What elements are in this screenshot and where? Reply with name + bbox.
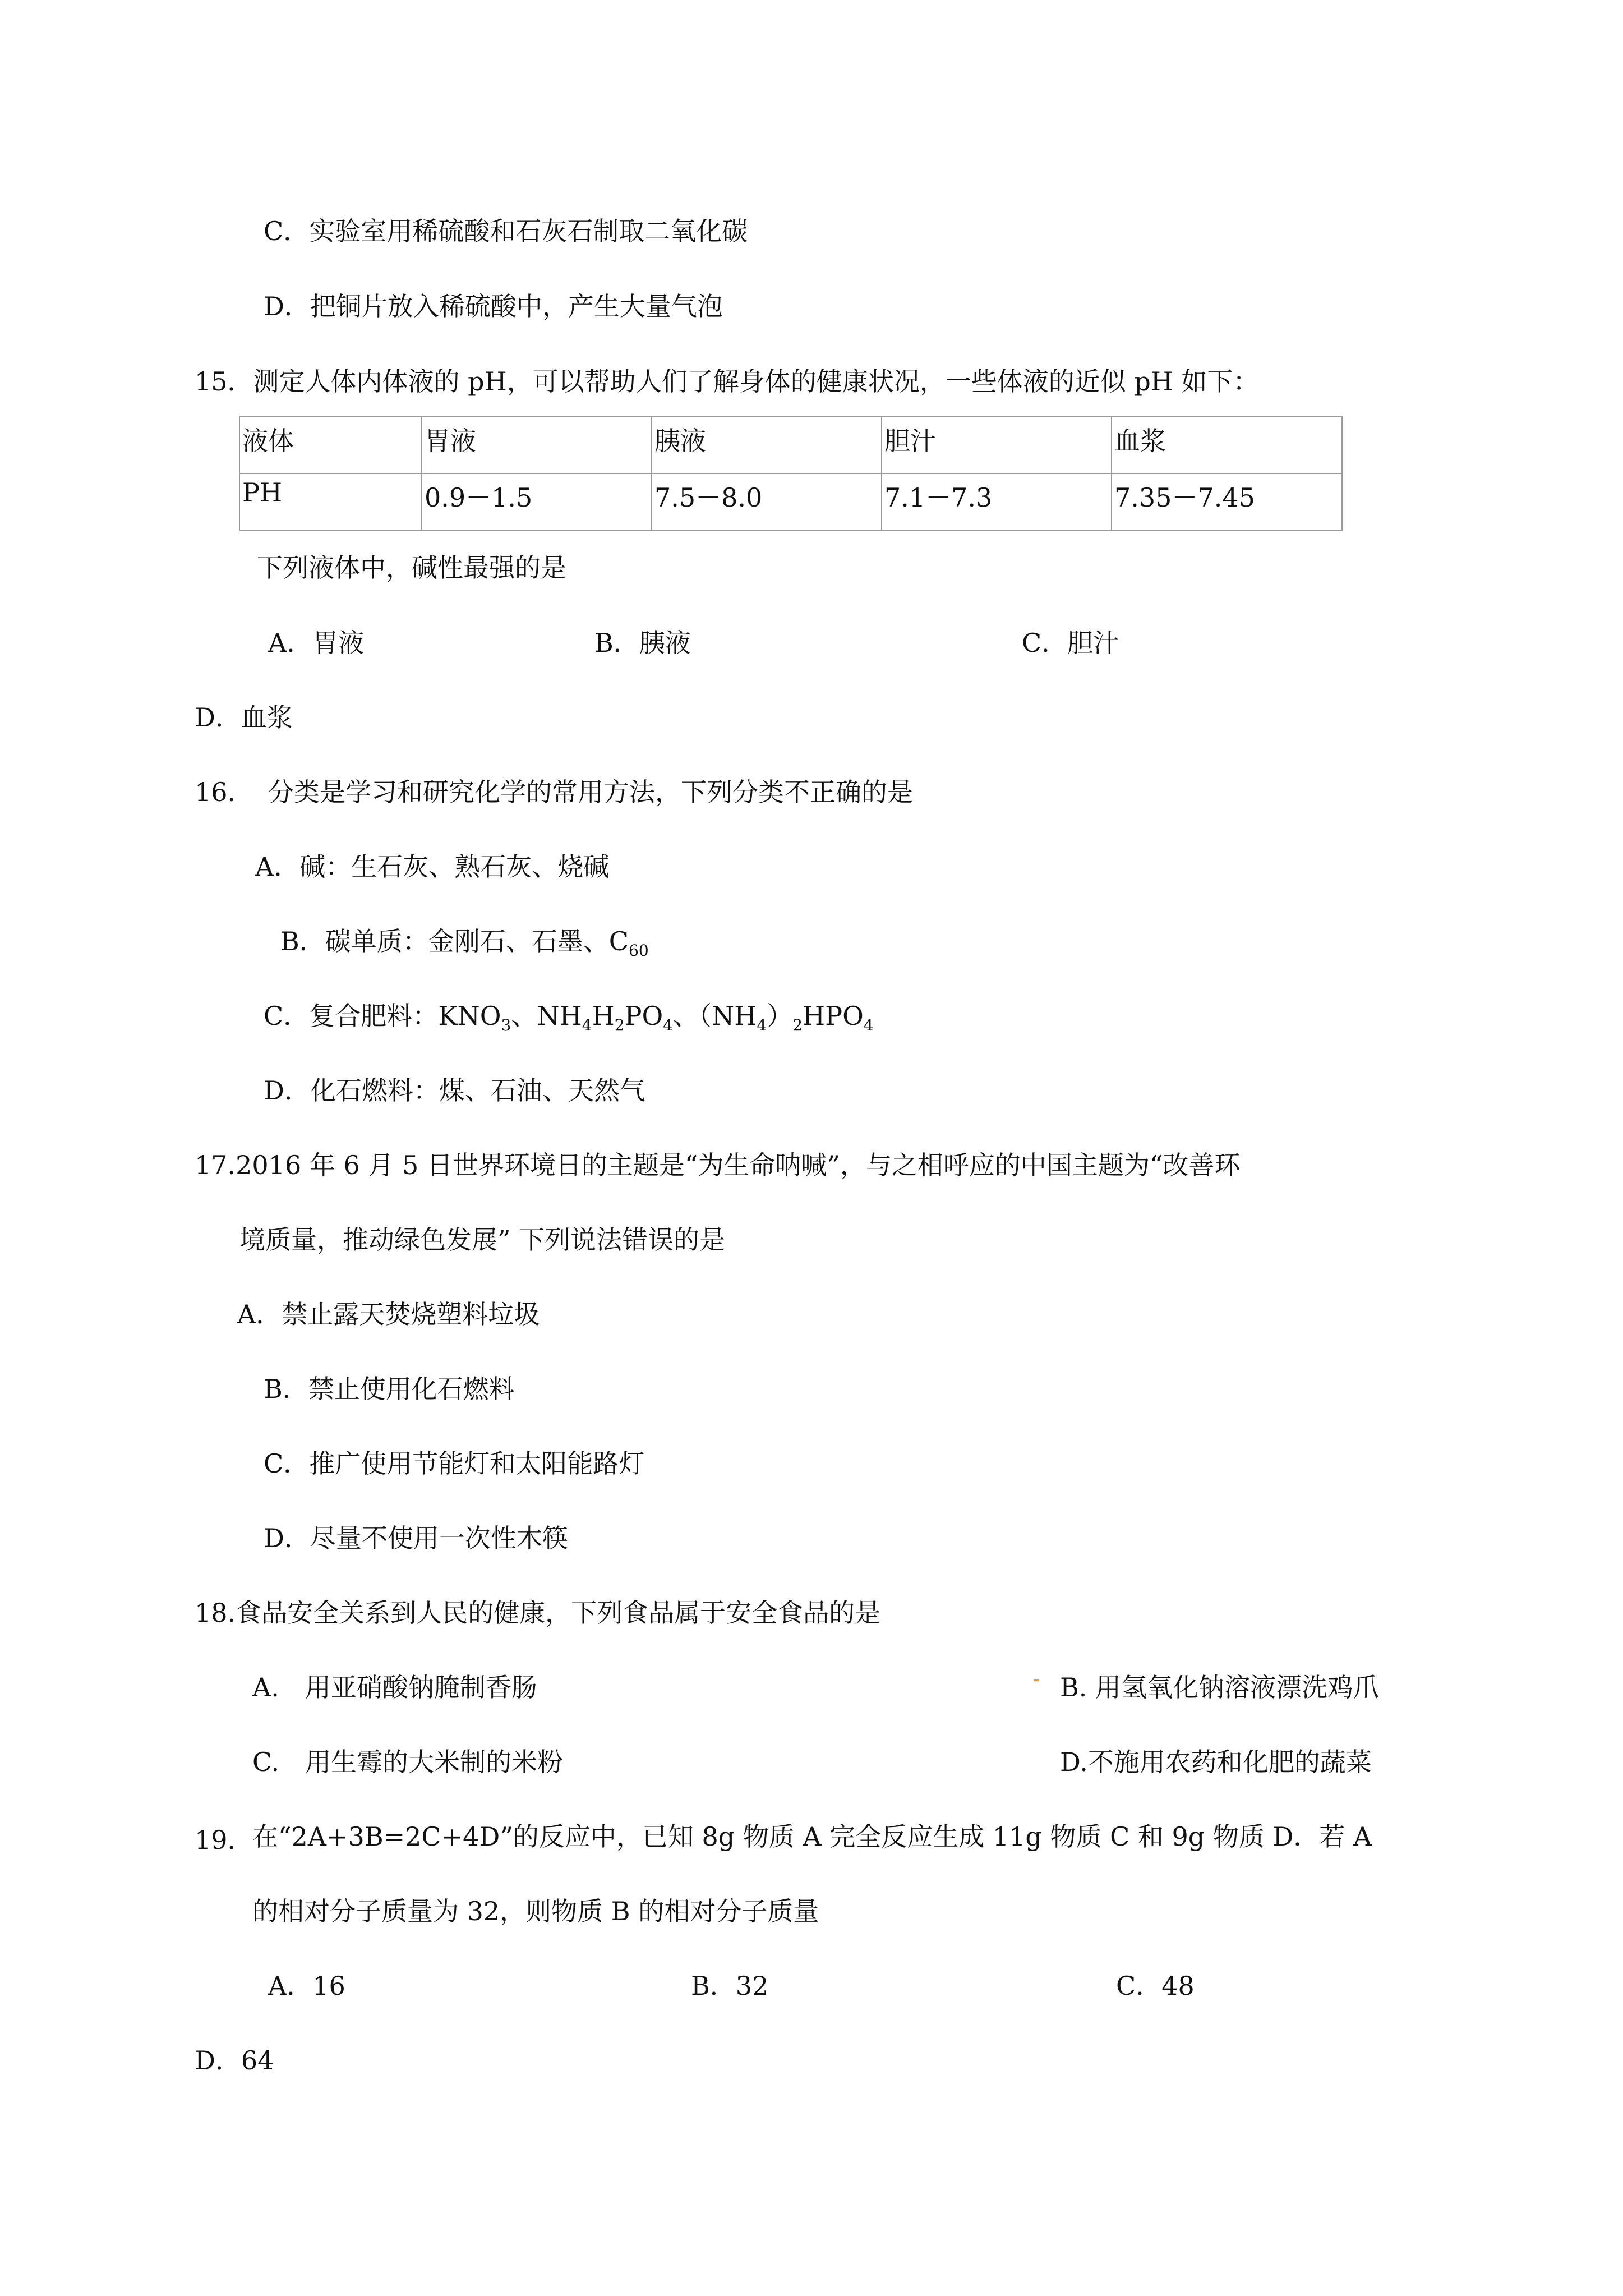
ph-table-cell: 7.35－7.45 — [1112, 473, 1342, 530]
ph-table-cell: PH — [239, 473, 422, 530]
q16-number: 16. — [195, 777, 236, 807]
q19-number: 19. — [195, 1825, 236, 1855]
q17-option-d: D．尽量不使用一次性木筷 — [264, 1523, 568, 1553]
q18-option-c: C. 用生霉的大米制的米粉 — [252, 1747, 564, 1777]
q15-option-d: D．血浆 — [195, 702, 293, 733]
q19-stem-line1: 在“2A+3B=2C+4D”的反应中，已知 8g 物质 A 完全反应生成 11g 物质 C 和 9g 物质 D．若 A — [252, 1821, 1372, 1852]
q19-option-b: B．32 — [691, 1971, 769, 2001]
ph-table-cell: 7.1－7.3 — [882, 473, 1112, 530]
q15-stem: 15．测定人体内体液的 pH，可以帮助人们了解身体的健康状况，一些体液的近似 pH 如下： — [195, 366, 1259, 397]
q15-option-c: C．胆汁 — [1022, 628, 1119, 658]
q17-option-a: A．禁止露天焚烧塑料垃圾 — [237, 1299, 540, 1329]
q15-option-b: B．胰液 — [594, 628, 691, 658]
q17-stem-line2: 境质量，推动绿色发展” 下列说法错误的是 — [239, 1225, 726, 1255]
ph-table-header-cell: 胰液 — [652, 417, 882, 473]
q14-option-c: C．实验室用稀硫酸和石灰石制取二氧化碳 — [264, 216, 748, 246]
q18-option-a: A. 用亚硝酸钠腌制香肠 — [252, 1672, 537, 1703]
q14-option-d: D．把铜片放入稀硫酸中，产生大量气泡 — [264, 291, 723, 321]
q15-question: 下列液体中，碱性最强的是 — [257, 553, 566, 583]
q15-option-a: A．胃液 — [268, 628, 365, 658]
q16-option-d: D．化石燃料：煤、石油、天然气 — [264, 1075, 645, 1106]
q19-option-d: D．64 — [195, 2045, 274, 2076]
q17-option-b: B．禁止使用化石燃料 — [264, 1374, 515, 1404]
q16-option-c: C．复合肥料：$KNO_3$、$NH_4H_2PO_4$、$(NH_4)_2HPO_4$ — [264, 1001, 874, 1034]
q17-stem-line1: 17.2016 年 6 月 5 日世界环境日的主题是“为生命呐喊”，与之相呼应的中国主题为“改善环 — [195, 1150, 1241, 1180]
q19-option-c: C．48 — [1116, 1971, 1195, 2001]
ph-table-header-cell: 胃液 — [422, 417, 652, 473]
q19-stem-line2: 的相对分子质量为 32，则物质 B 的相对分子质量 — [252, 1896, 819, 1926]
ph-table-cell: 0.9－1.5 — [422, 473, 652, 530]
ph-table-row — [239, 473, 1342, 530]
q16-option-a: A．碱：生石灰、熟石灰、烧碱 — [255, 852, 610, 882]
q16-option-b: B．碳单质：金刚石、石墨、$C_{60}$ — [280, 926, 649, 960]
q17-option-c: C．推广使用节能灯和太阳能路灯 — [264, 1448, 645, 1479]
ph-table-header-cell: 血浆 — [1112, 417, 1342, 473]
ph-table-cell: 7.5－8.0 — [652, 473, 882, 530]
q18-option-b: B. 用氢氧化钠溶液漂洗鸡爪 — [1060, 1672, 1380, 1703]
ph-table-header-cell: 液体 — [239, 417, 422, 473]
ph-table-header-row — [239, 417, 1342, 473]
q19-option-a: A．16 — [268, 1971, 345, 2001]
ph-table — [239, 416, 1343, 531]
q18-option-d: D.不施用农药和化肥的蔬菜 — [1060, 1747, 1372, 1777]
stray-mark — [1034, 1679, 1039, 1681]
ph-table-header-cell: 胆汁 — [882, 417, 1112, 473]
q16-stem: 分类是学习和研究化学的常用方法，下列分类不正确的是 — [268, 777, 913, 807]
q18-stem: 18.食品安全关系到人民的健康，下列食品属于安全食品的是 — [195, 1598, 881, 1628]
